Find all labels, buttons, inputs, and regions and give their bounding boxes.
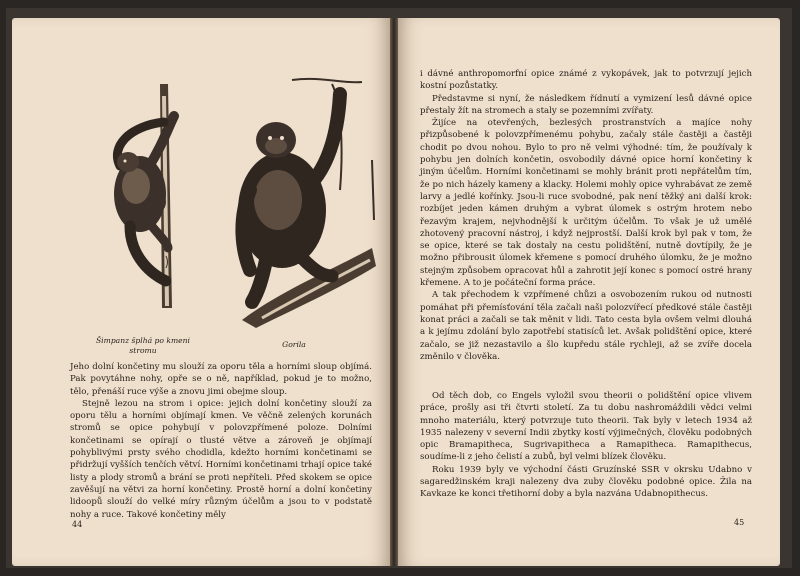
- right-body-text-bottom: [420, 390, 752, 501]
- page-number-left: 44: [72, 520, 83, 529]
- paragraph: i dávné anthropomorfní opice známé z vykopávek, jak to potvrzují jejich kostní pozůstatky.: [420, 69, 752, 92]
- book-spine: [390, 18, 398, 566]
- right-body-text-top: [420, 68, 752, 363]
- gorilla-caption: Gorila: [282, 340, 306, 349]
- page-number-right: 45: [734, 518, 745, 527]
- left-page: [12, 18, 390, 566]
- open-book: [6, 8, 792, 568]
- paragraph: A tak přechodem k vzpřímené chůzi a osvobozením rukou od nutnosti pomáhat při přemísťování těla začali naši polozvířecí předkové stále častěji konat práci a začali se tak měnit v lidi. Tato cesta byla ovšem velmi dlouhá a k jejímu zdolání bylo zapotřebí statisíců let. Avšak polidštění opice, které začalo, se již nezastavilo a šlo kupředu stále rychleji, až se zvíře docela změnilo v člověka.: [420, 290, 752, 362]
- gorilla-figure: [238, 94, 340, 302]
- paragraph: Žijíce na otevřených, bezlesých prostranstvích a majíce nohy přizpůsobené k polovzpřímenému pohybu, začaly stále častěji a častěji chodit po dvou nohou. Bylo to pro ně velmi výhodné: tím, že používaly k pohybu jen dolních končetin, osvobodily dávné opice horní končetiny k jiným účelům. Horními končetinami se mohly bránit proti nepřátelům tím, že po nich házely kameny a klacky. Holemi mohly opice vyhrabávat ze země larvy a jedlé kořínky. Jsou-li ruce svobodné, pak není těžký ani další krok: rozbíjet jeden kámen druhým a vybrat úlomek s ostrým hrotem nebo řezavým krajem, nejvhodnější k určitým účelům. To však je už umělé zhotovený pracovní nástroj, i když nejprostší. Další krok byl pak v tom, že se opice, které se tak dostaly na cestu polidštění, nutně dovtípily, že je možno přibrousit úlomek křemene s pomocí druhého úlomku, že je možno stejným způsobem opracovat hůl a zahrotit její konec s pomocí ostré hrany křemene. A to je počáteční forma práce.: [420, 118, 752, 289]
- gorilla-illustration: [222, 70, 382, 330]
- paragraph: Jeho dolní končetiny mu slouží za oporu těla a horními sloup objímá. Pak povytáhne nohy, opře se o ně, například, pokud je to možno, tělo, přenáší ruce výše a znovu jimi obejme sloup.: [70, 362, 372, 397]
- paragraph: Od těch dob, co Engels vyložil svou theorii o polidštění opice vlivem práce, prošly asi tři čtvrti století. Za tu dobu nashromáždili vědci velmi mnoho materiálu, který potvrzuje tuto theorii. Tak byly v letech 1934 až 1935 nalezeny v severní Indii zbytky kostí výjimečných, člověku podobných opic Bramapitheca, Sugrivapitheca a Ramapitheca. Ramapithecus, soudíme-li z jeho čelistí a zubů, byl velmi blízek člověku.: [420, 391, 752, 463]
- left-body-text: [70, 361, 372, 521]
- paragraph: Stejně lezou na strom i opice: jejich dolní končetiny slouží za oporu tělu a horními objímají kmen. Ve věčně zelených korunách stromů se opice pohybují v polovzpřímené poloze. Dolními končetinami se opírají o tlusté větve a zároveň je objímají pohyblivými prsty svého chodidla, kdežto horními končetinami se přidržují vyšších tenčích větví. Horními končetinami trhají opice také listy a plody stromů a brání se proti nepříteli. Před skokem se opice zavěšují na větvi za horní končetiny. Prostě horní a dolní končetiny lidoopů slouží do velké míry různým účelům a jsou to v podstatě nohy a ruce. Takové končetiny měly: [70, 398, 372, 520]
- paragraph: Představme si nyní, že následkem řídnutí a vymizení lesů dávné opice přestaly žít na stromech a staly se pozemními zvířaty.: [420, 93, 752, 116]
- paragraph: Roku 1939 byly ve východní části Gruzínské SSR v okrsku Udabno v sagaredžinském kraji nalezeny dva zuby člověku podobné opice. Žila na Kavkaze ke konci třetihorní doby a byla nazvána Udabnopithecus.: [420, 464, 752, 500]
- chimpanzee-illustration: [90, 76, 210, 316]
- right-page: [398, 18, 780, 566]
- chimpanzee-caption: Šimpanz šplhá po kmeni stromu: [95, 336, 190, 355]
